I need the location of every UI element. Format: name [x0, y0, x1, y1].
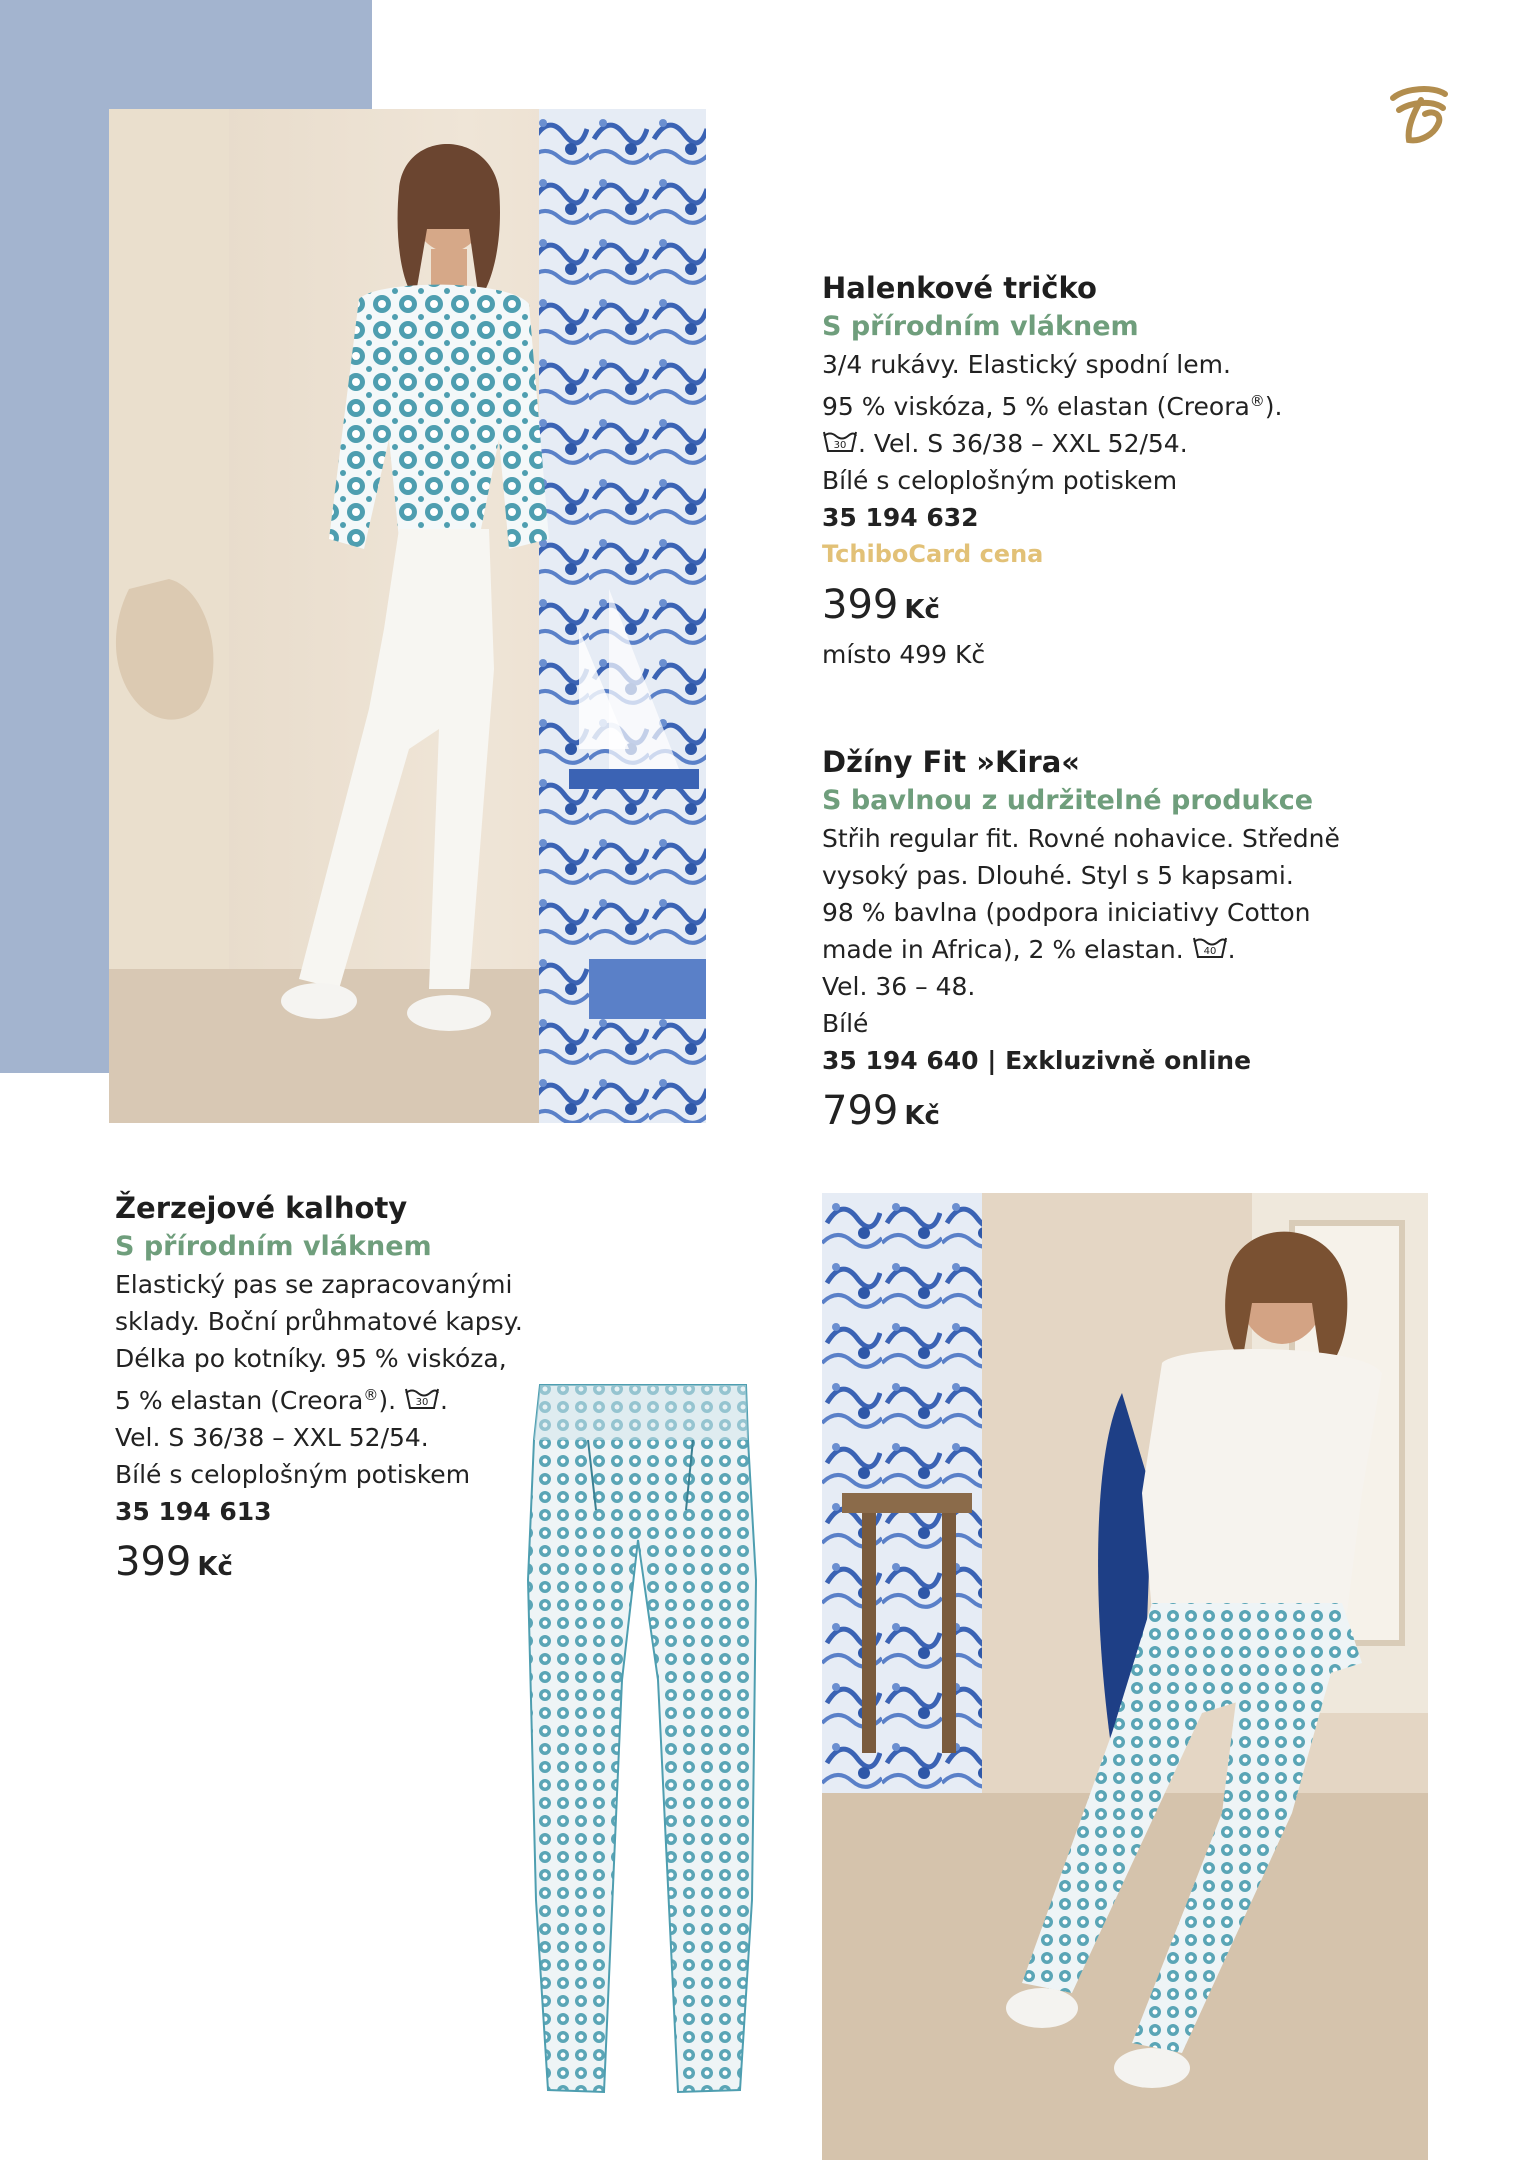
product-material: [822, 931, 1472, 968]
wash-30-icon: [404, 1385, 440, 1411]
price-value: 399: [822, 582, 899, 628]
product-zerzejove-kalhoty: [115, 1188, 555, 1593]
product-material: 98 % bavlna (podpora iniciativy Cotton: [822, 898, 1311, 927]
product-price: [115, 1536, 555, 1593]
product-dziny-kira: [822, 742, 1472, 1142]
photo-woman-leaning-wall: [109, 109, 706, 1123]
product-price: [822, 1085, 1472, 1142]
product-subtitle: S přírodním vláknem: [822, 311, 1139, 342]
size-range: . Vel. S 36/38 – XXL 52/54.: [858, 429, 1188, 458]
registered-mark: ®: [363, 1386, 379, 1404]
price-value: 799: [822, 1088, 899, 1134]
product-care-sizes: [822, 425, 1472, 462]
wash-temp-label: 30: [833, 440, 847, 451]
product-sizes: Vel. S 36/38 – XXL 52/54.: [115, 1423, 429, 1452]
product-description: vysoký pas. Dlouhé. Styl s 5 kapsami.: [822, 861, 1294, 890]
product-color: Bílé s celoplošným potiskem: [115, 1460, 471, 1489]
product-code: 35 194 613: [115, 1497, 272, 1526]
product-price: [822, 579, 1472, 636]
price-currency: Kč: [904, 1101, 940, 1131]
product-title: Halenkové tričko: [822, 271, 1097, 305]
photo-woman-sitting-chair: [822, 1193, 1428, 2160]
material-text: made in Africa), 2 % elastan.: [822, 935, 1184, 964]
product-title: Žerzejové kalhoty: [115, 1191, 408, 1225]
registered-mark: ®: [1249, 392, 1265, 410]
material-text-end: .: [1227, 935, 1236, 964]
product-sizes: Vel. 36 – 48.: [822, 972, 976, 1001]
product-description: Elastický pas se zapracovanými: [115, 1270, 513, 1299]
product-code: 35 194 632: [822, 503, 979, 532]
old-price: místo 499 Kč: [822, 640, 986, 669]
wash-temp-label: 40: [1203, 946, 1217, 957]
price-currency: Kč: [197, 1552, 233, 1582]
product-material: [115, 1377, 555, 1419]
material-text-end: ).: [1264, 392, 1283, 421]
product-material: [822, 383, 1472, 425]
product-color: Bílé: [822, 1009, 869, 1038]
tchibocard-label: TchiboCard cena: [822, 540, 1044, 568]
material-dot: .: [440, 1386, 448, 1415]
product-title: Džíny Fit »Kira«: [822, 745, 1080, 779]
product-color: Bílé s celoplošným potiskem: [822, 466, 1178, 495]
material-text-end: ).: [378, 1386, 397, 1415]
product-subtitle: S přírodním vláknem: [115, 1231, 432, 1262]
product-description: Střih regular fit. Rovné nohavice. Středně: [822, 824, 1340, 853]
material-text: 5 % elastan (Creora: [115, 1386, 364, 1415]
price-currency: Kč: [904, 595, 940, 625]
product-description: Délka po kotníky. 95 % viskóza,: [115, 1344, 507, 1373]
product-description: sklady. Boční průhmatové kapsy.: [115, 1307, 523, 1336]
product-description: 3/4 rukávy. Elastický spodní lem.: [822, 350, 1231, 379]
wash-40-icon: [1192, 934, 1228, 960]
wash-30-icon: [822, 428, 858, 454]
product-subtitle: S bavlnou z udržitelné produkce: [822, 785, 1314, 816]
material-text: 95 % viskóza, 5 % elastan (Creora: [822, 392, 1250, 421]
price-value: 399: [115, 1539, 192, 1585]
tchibo-bean-logo-icon: [1385, 80, 1455, 150]
product-halenkove-tricko: [822, 268, 1472, 673]
wash-temp-label: 30: [415, 1397, 429, 1408]
product-code: 35 194 640 | Exkluzivně online: [822, 1046, 1252, 1075]
